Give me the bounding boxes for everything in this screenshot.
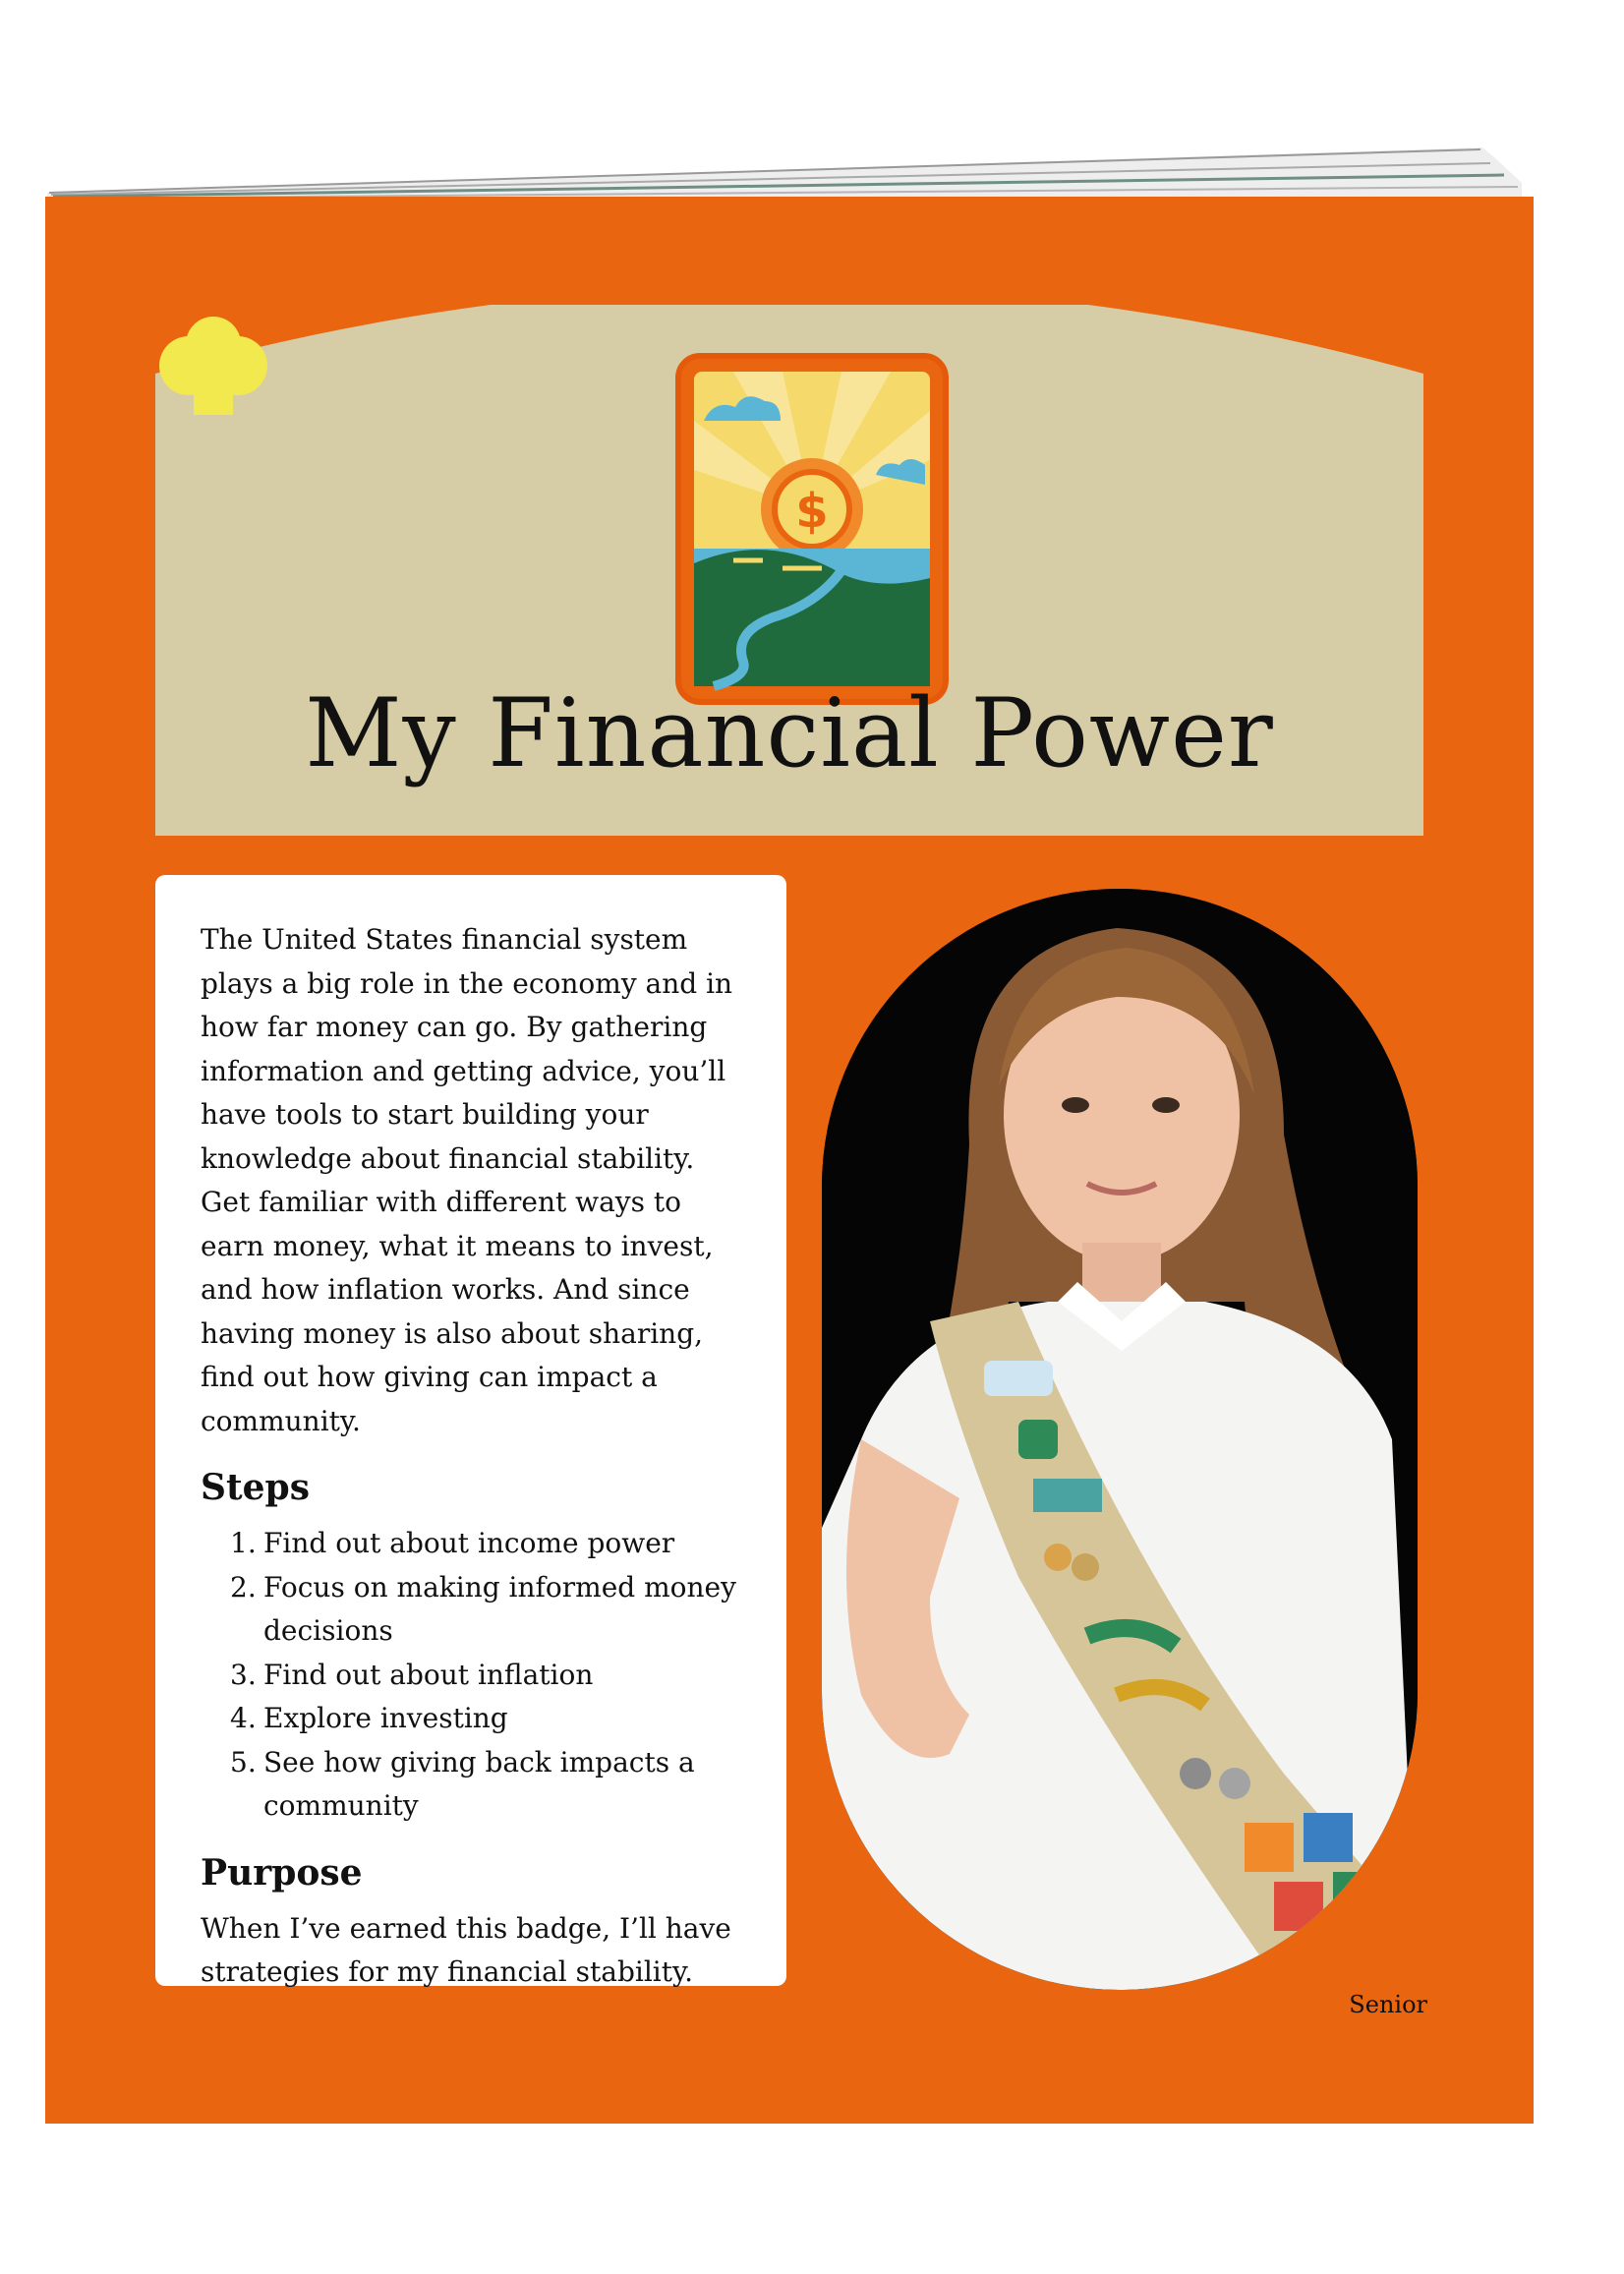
intro-paragraph: The United States financial system plays a big role in the economy and in how far money can go. By gathering information and getting advice, you’ll have tools to start building your knowledge about financial stability. Get familiar with different ways to earn money, what it means to invest, and how inflation works. And since having money is also about sharing, find out how giving can impact a community. [201,923,733,1437]
scout-illustration [822,889,1418,1990]
purpose-text: When I’ve earned this badge, I’ll have strategies for my financial stability. [201,1911,731,1988]
level-label: Senior [1349,1991,1427,2018]
list-item: 3. Find out about inflation [230,1658,594,1691]
steps-list [201,1522,745,1829]
svg-text:$: $ [795,484,829,539]
content-card [155,875,786,1986]
sunset-dollar-badge-icon [674,352,950,706]
trefoil-logo-icon [149,315,277,423]
booklet-cover [45,197,1534,2124]
steps-heading: Steps [201,1467,310,1508]
list-item: 2. Focus on making informed money decisions [230,1570,736,1647]
list-item: 5. See how giving back impacts a community [230,1745,695,1822]
purpose-heading: Purpose [201,1851,363,1894]
list-item: 1. Find out about income power [230,1527,675,1559]
scout-photo [822,889,1418,1990]
page-title: My Financial Power [305,678,1274,788]
list-item: 4. Explore investing [230,1702,508,1734]
